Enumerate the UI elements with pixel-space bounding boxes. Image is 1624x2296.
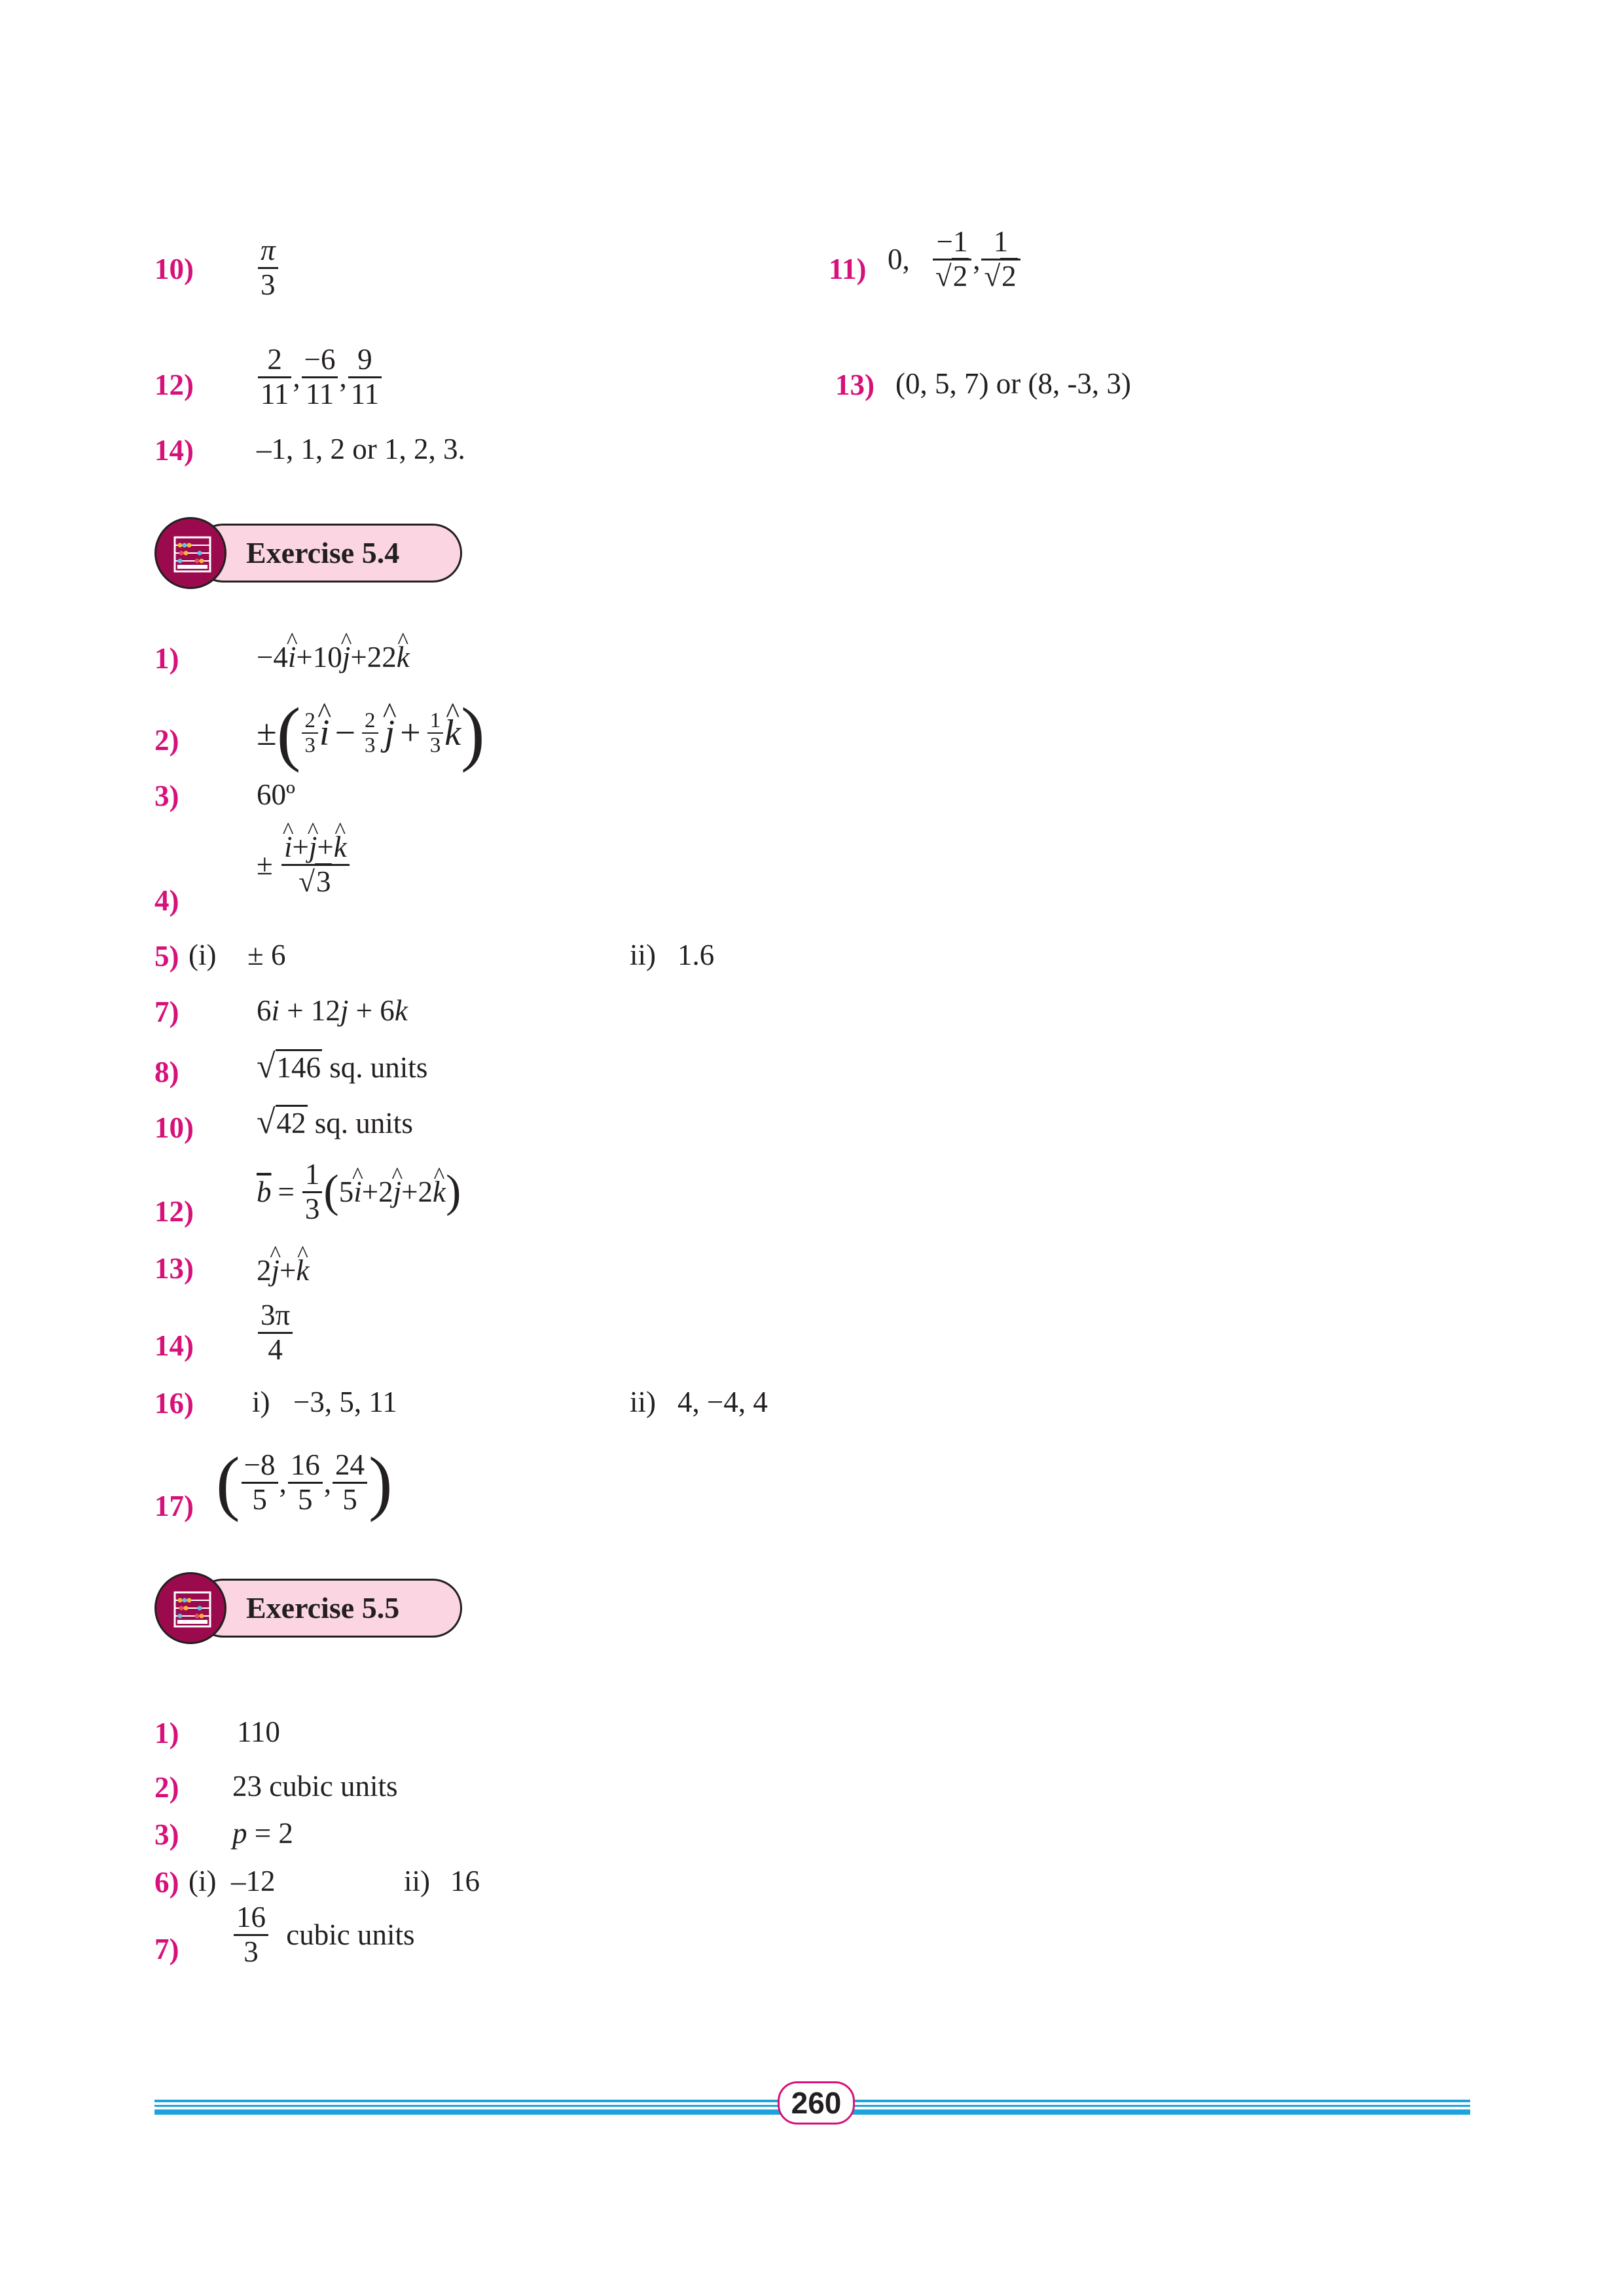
exercise-heading <box>154 517 463 589</box>
fraction: $\frac{16}{3}$ <box>234 1901 268 1968</box>
question-number: 12) <box>154 368 194 401</box>
fraction: $\frac{1}{3}$ <box>302 1158 323 1225</box>
question-number: 1) <box>154 642 179 675</box>
answer: ( $\frac{-8}{5}$ , $\frac{16}{5}$ , $\frac{24}{5}$ ) <box>216 1443 393 1522</box>
fraction: $\frac{24}{5}$ <box>333 1449 367 1516</box>
question-number: 4) <box>154 884 179 917</box>
answer: 16 <box>450 1865 480 1897</box>
fraction: $\frac{-1}{√2}$ <box>933 226 971 293</box>
fraction: $\frac{2}{3}$ <box>362 709 378 758</box>
fraction: $\frac{\pi}{3}$ <box>258 234 278 301</box>
question-number: 11) <box>829 253 867 285</box>
answer: p = 2 <box>232 1817 293 1850</box>
fraction: $\frac{1}{3}$ <box>427 709 444 758</box>
fraction: $\frac{9}{11}$ <box>348 344 382 410</box>
fraction: $\frac{3\pi}{4}$ <box>258 1299 293 1366</box>
fraction: $\frac{1}{√2}$ <box>981 226 1020 293</box>
answer: 0, $\frac{-1}{√2}$ , $\frac{1}{√2}$ <box>888 226 1022 293</box>
question-number: 10) <box>154 1111 194 1144</box>
answer-part: ii) <box>404 1865 430 1897</box>
answer: 23 cubic units <box>232 1770 398 1803</box>
question-number: 16) <box>154 1387 194 1420</box>
exercise-title: Exercise 5.5 <box>246 1591 400 1624</box>
answer: ± ^ $\frac{i+\^{} j+\^{} k}{√3}$ <box>257 831 351 898</box>
answer-part: ii) <box>630 939 656 971</box>
question-number: 1) <box>154 1717 179 1749</box>
answer: 6i + 12j + 6k <box>257 994 408 1027</box>
answer: –12 <box>231 1865 276 1897</box>
answer: 110 <box>237 1715 280 1748</box>
answer-part: (i) <box>189 1865 217 1897</box>
question-number: 14) <box>154 434 194 467</box>
page-number: 260 <box>778 2081 855 2125</box>
answer-part: i) <box>252 1386 270 1418</box>
question-number: 8) <box>154 1056 179 1088</box>
answer <box>257 1299 294 1366</box>
question-number: 6) <box>154 1866 179 1899</box>
answer <box>257 234 280 301</box>
answer: 60º <box>257 778 295 811</box>
question-number: 13) <box>154 1252 194 1285</box>
answer-part: (i) <box>189 939 217 971</box>
question-number: 2) <box>154 724 179 757</box>
fraction: $\frac{2}{11}$ <box>258 344 291 410</box>
fraction: $\frac{-6}{11}$ <box>302 344 338 410</box>
answer: −3, 5, 11 <box>293 1386 397 1418</box>
answer: 2^ j+^ k <box>257 1253 309 1287</box>
question-number: 10) <box>154 253 194 285</box>
answer: (0, 5, 7) or (8, -3, 3) <box>895 367 1131 400</box>
answer: ± 6 <box>247 939 286 971</box>
question-number: 3) <box>154 780 179 812</box>
answer: 1.6 <box>677 939 715 971</box>
question-number: 7) <box>154 996 179 1028</box>
fraction: $\frac{2}{3}$ <box>302 709 318 758</box>
abacus-icon <box>154 1572 226 1644</box>
question-number: 7) <box>154 1933 179 1965</box>
fraction: $\frac{16}{5}$ <box>288 1449 323 1516</box>
answer: −4^ i+10^ j+22^ k <box>257 640 410 674</box>
exercise-heading <box>154 1572 463 1644</box>
question-number: 2) <box>154 1771 179 1804</box>
question-number: 14) <box>154 1329 194 1362</box>
question-number: 13) <box>835 368 875 401</box>
question-number: 5) <box>154 940 179 973</box>
answer: 4, −4, 4 <box>677 1386 768 1418</box>
question-number: 12) <box>154 1195 194 1228</box>
answer-part: ii) <box>630 1386 656 1418</box>
answer: ±( $\frac{2}{3}$ ^ i − $\frac{2}{3}$ ^ j + $\frac{1}{3}$ ^ k) <box>257 697 485 769</box>
fraction: $\frac{-8}{5}$ <box>242 1449 278 1516</box>
answer: √146 sq. units <box>257 1048 428 1085</box>
exercise-title: Exercise 5.4 <box>246 536 400 569</box>
answer: √42 sq. units <box>257 1103 413 1141</box>
fraction: ^ $\frac{i+\^{} j+\^{} k}{√3}$ <box>281 831 350 898</box>
abacus-icon <box>154 517 226 589</box>
answer: $\frac{2}{11}$ , $\frac{-6}{11}$ , $\frac{9}{11}$ <box>257 344 383 410</box>
answer: $\frac{16}{3}$ cubic units <box>232 1901 414 1968</box>
answer: –1, 1, 2 or 1, 2, 3. <box>257 433 465 465</box>
answer: $\overline{b}$ = $\frac{1}{3}$ (5^ i+2^ j+2^ k) <box>257 1158 461 1225</box>
question-number: 3) <box>154 1818 179 1851</box>
question-number: 17) <box>154 1490 194 1522</box>
